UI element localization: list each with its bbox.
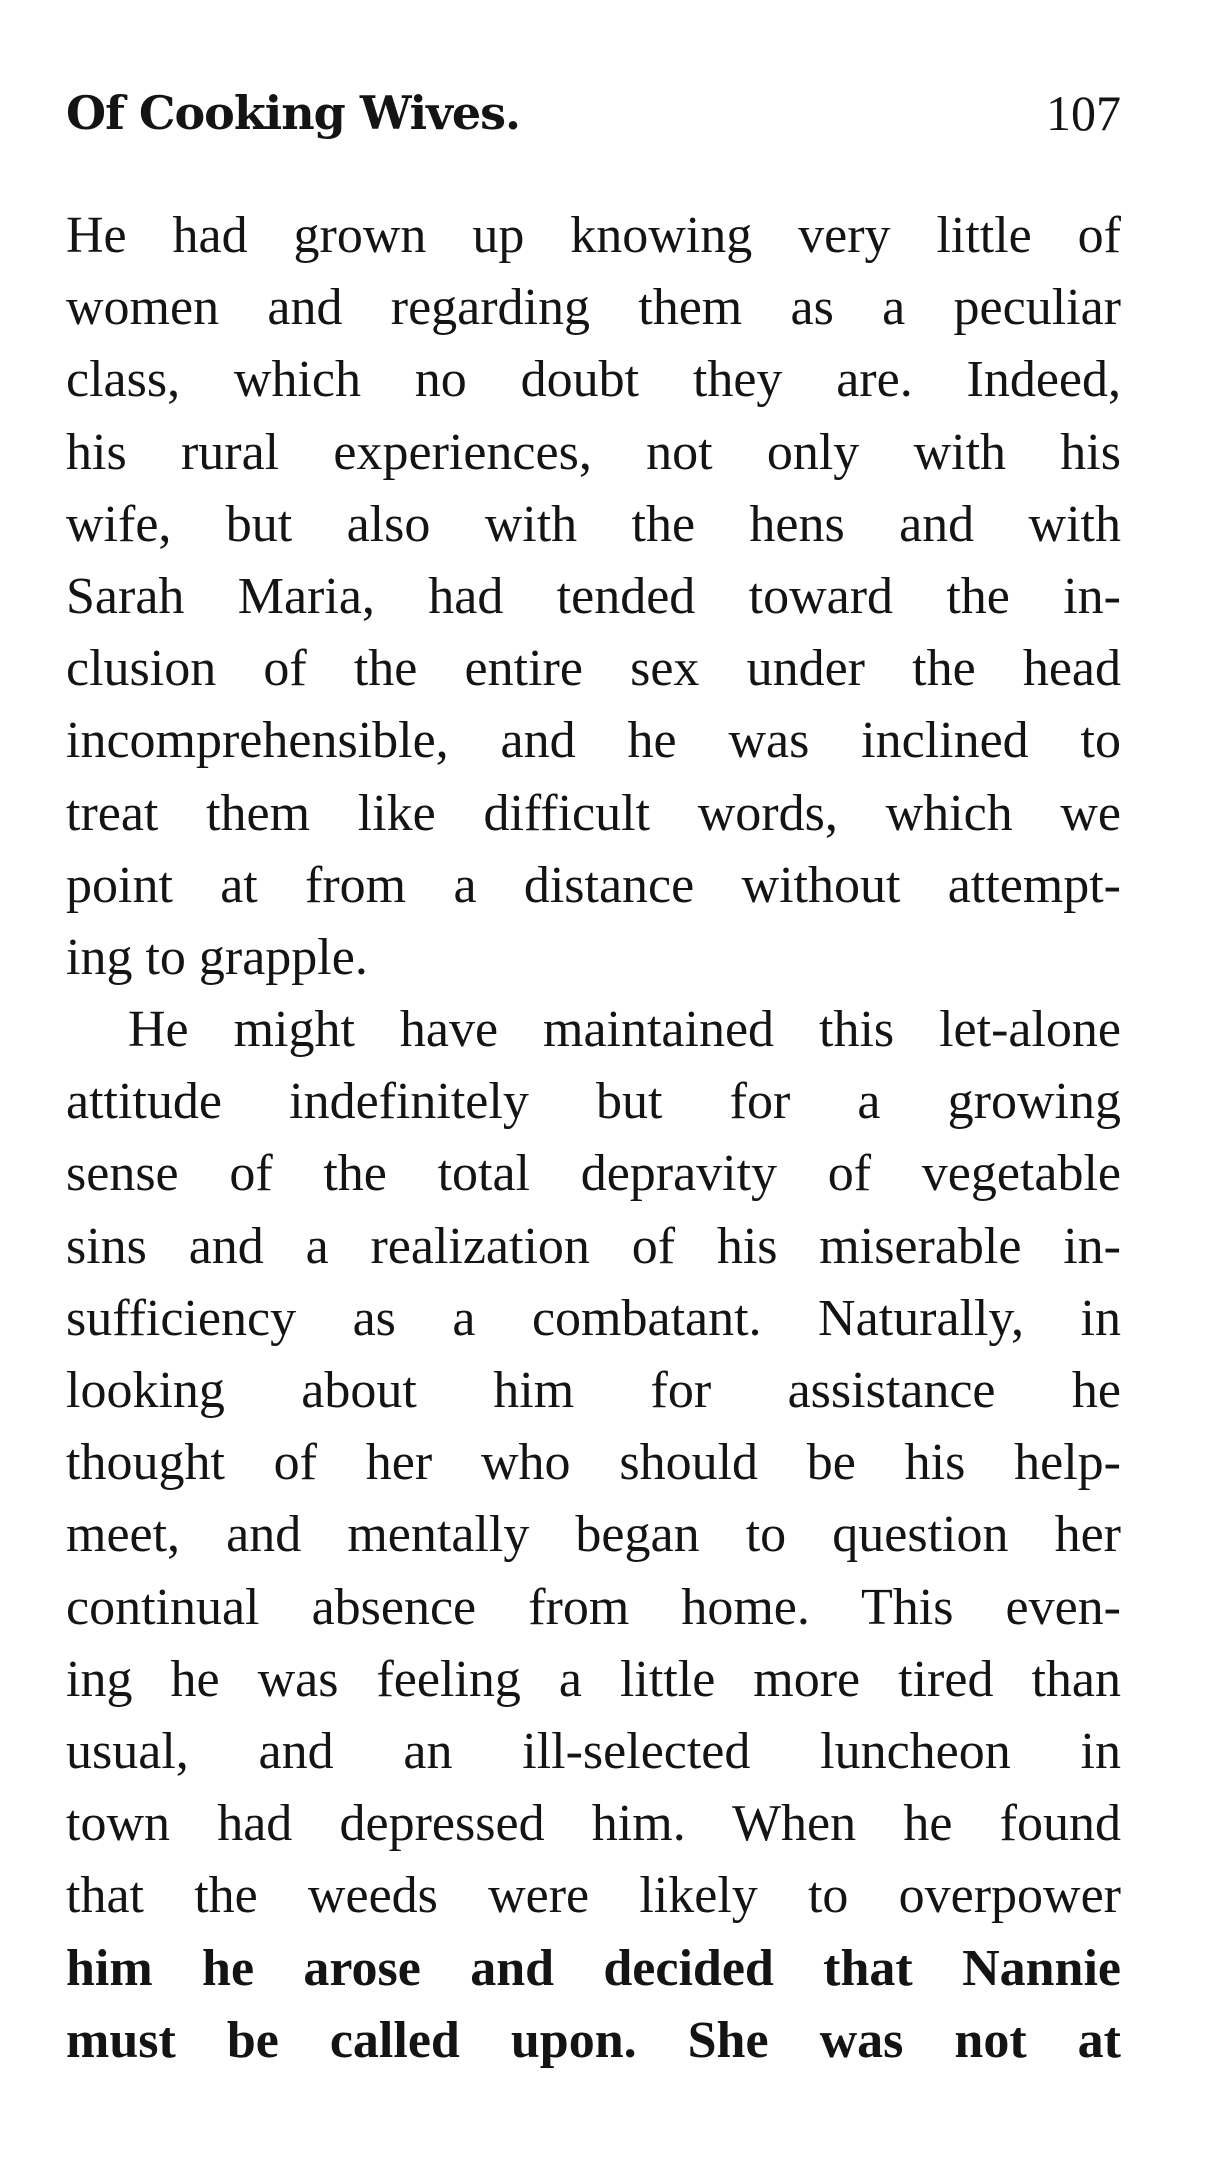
text-line: continual absence from home. This even-: [66, 1578, 1121, 1636]
text-line: ing to grapple.: [66, 928, 368, 986]
text-line: wife, but also with the hens and with: [66, 495, 1121, 553]
text-line: ing he was feeling a little more tired than: [66, 1650, 1121, 1708]
text-line: sins and a realization of his miserable in-: [66, 1217, 1121, 1275]
text-line: sense of the total depravity of vegetable: [66, 1145, 1121, 1203]
page-number: 107: [1046, 85, 1121, 141]
text-line: Sarah Maria, had tended toward the in-: [66, 567, 1121, 625]
text-line: thought of her who should be his help-: [66, 1434, 1121, 1492]
text-line: town had depressed him. When he found: [66, 1795, 1121, 1853]
paragraph-2: [66, 994, 1121, 2077]
text-line: incomprehensible, and he was inclined to: [66, 712, 1121, 770]
text-line: attitude indefinitely but for a growing: [66, 1073, 1121, 1131]
text-line: must be called upon. She was not at: [66, 2011, 1121, 2069]
text-line: clusion of the entire sex under the head: [66, 640, 1121, 698]
running-head: [66, 78, 1121, 148]
text-line: sufficiency as a combatant. Naturally, in: [66, 1289, 1121, 1347]
text-line: usual, and an ill-selected luncheon in: [66, 1722, 1121, 1780]
text-line: looking about him for assistance he: [66, 1362, 1121, 1419]
text-line: He might have maintained this let-alone: [128, 1001, 1121, 1059]
text-line: his rural experiences, not only with his: [66, 423, 1121, 481]
text-line: him he arose and decided that Nannie: [66, 1939, 1121, 1997]
text-line: point at from a distance without attempt-: [66, 856, 1121, 914]
text-line: treat them like difficult words, which we: [66, 784, 1121, 842]
text-line: class, which no doubt they are. Indeed,: [66, 351, 1121, 409]
body-text: [66, 200, 1121, 2077]
paragraph-1: [66, 200, 1121, 994]
text-line: that the weeds were likely to overpower: [66, 1867, 1121, 1925]
text-line: meet, and mentally began to question her: [66, 1506, 1121, 1564]
text-line: women and regarding them as a peculiar: [66, 279, 1121, 337]
chapter-title: Of Cooking Wives.: [66, 86, 521, 140]
text-line: He had grown up knowing very little of: [66, 207, 1121, 264]
